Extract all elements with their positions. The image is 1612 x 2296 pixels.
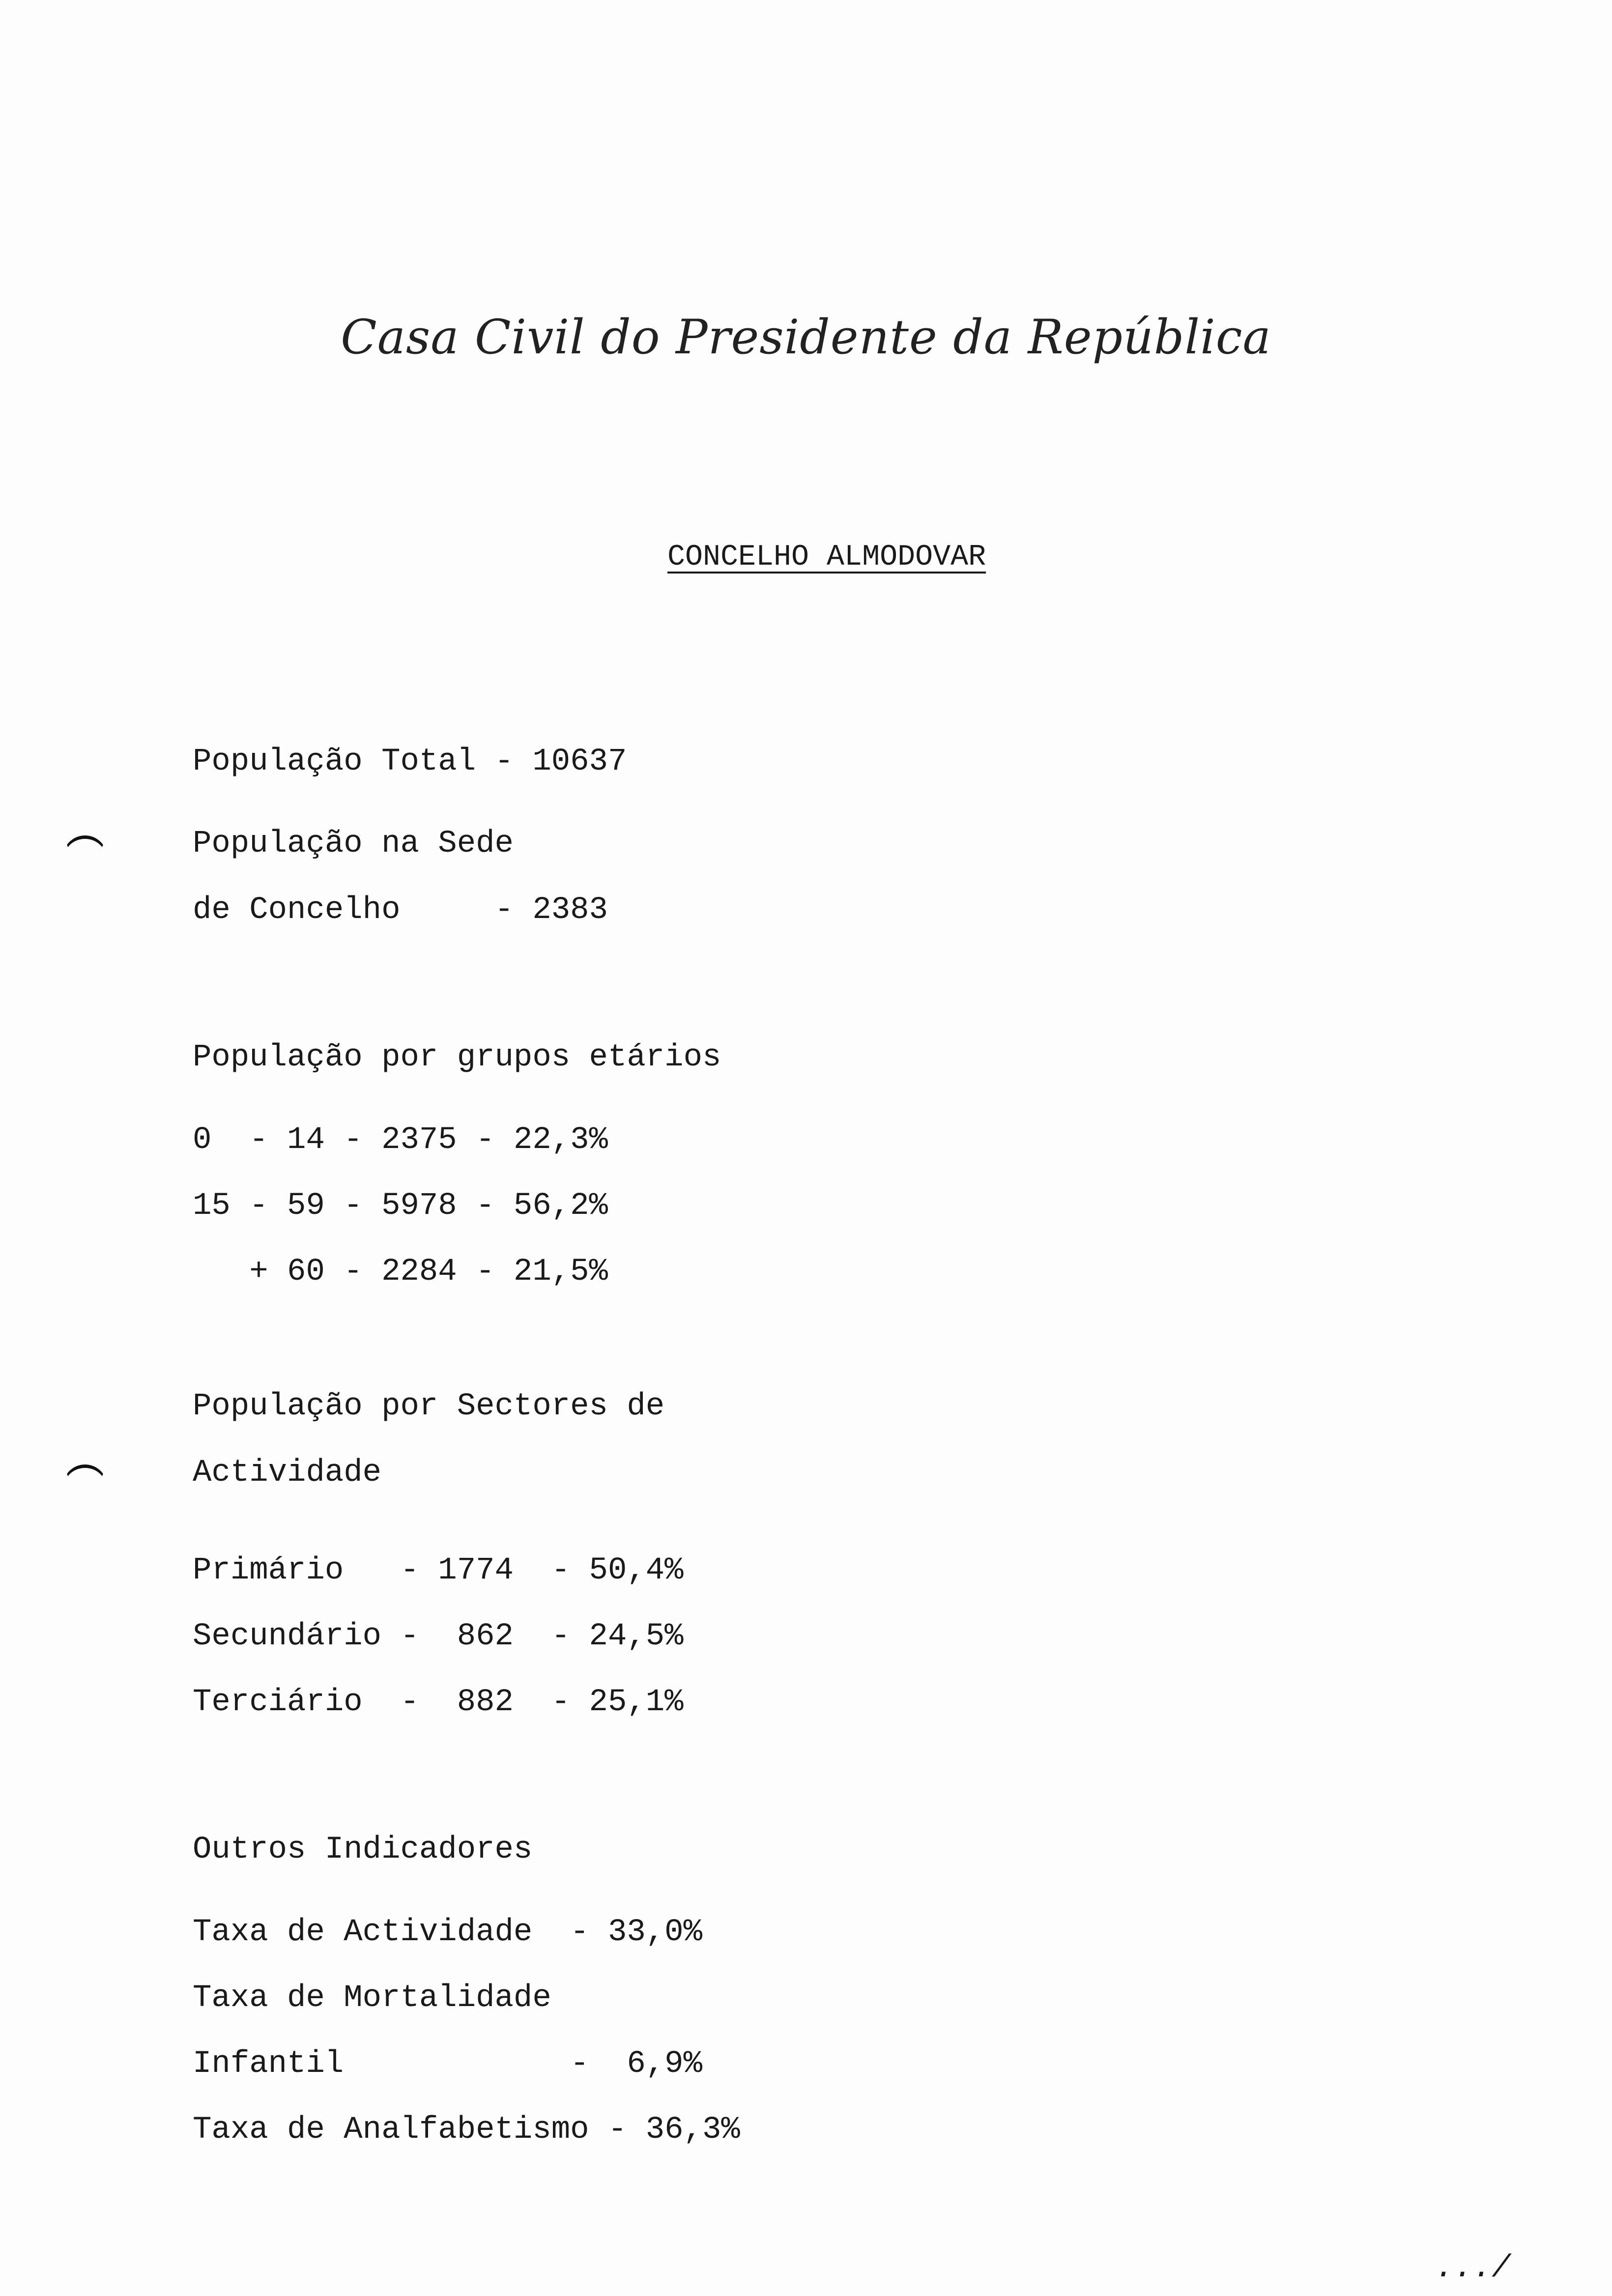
sectors-heading-1: População por Sectores de — [193, 1389, 665, 1424]
age-group-row: 0 - 14 - 2375 - 22,3% — [193, 1122, 608, 1158]
indicators-heading: Outros Indicadores — [193, 1832, 533, 1867]
age-groups-heading: População por grupos etários — [193, 1040, 721, 1075]
continuation-mark: .../ — [1435, 2251, 1511, 2286]
sector-row: Secundário - 862 - 24,5% — [193, 1619, 684, 1654]
population-total: População Total - 10637 — [193, 744, 627, 779]
sector-row: Terciário - 882 - 25,1% — [193, 1685, 684, 1720]
sectors-heading-2: Actividade — [193, 1455, 382, 1491]
age-group-row: 15 - 59 - 5978 - 56,2% — [193, 1188, 608, 1224]
age-group-row: + 60 - 2284 - 21,5% — [193, 1254, 608, 1290]
population-seat-line-2: de Concelho - 2383 — [193, 892, 608, 928]
punch-hole-mark — [63, 835, 107, 880]
indicator-row: Taxa de Analfabetismo - 36,3% — [193, 2112, 740, 2148]
document-title: CONCELHO ALMODOVAR — [667, 541, 986, 574]
indicator-row: Taxa de Mortalidade — [193, 1980, 551, 2016]
punch-hole-mark — [63, 1464, 107, 1509]
population-seat-line-1: População na Sede — [193, 826, 514, 861]
indicator-row: Infantil - 6,9% — [193, 2046, 702, 2082]
sector-row: Primário - 1774 - 50,4% — [193, 1553, 684, 1588]
indicator-row: Taxa de Actividade - 33,0% — [193, 1915, 702, 1950]
letterhead: Casa Civil do Presidente da República — [341, 310, 1271, 365]
